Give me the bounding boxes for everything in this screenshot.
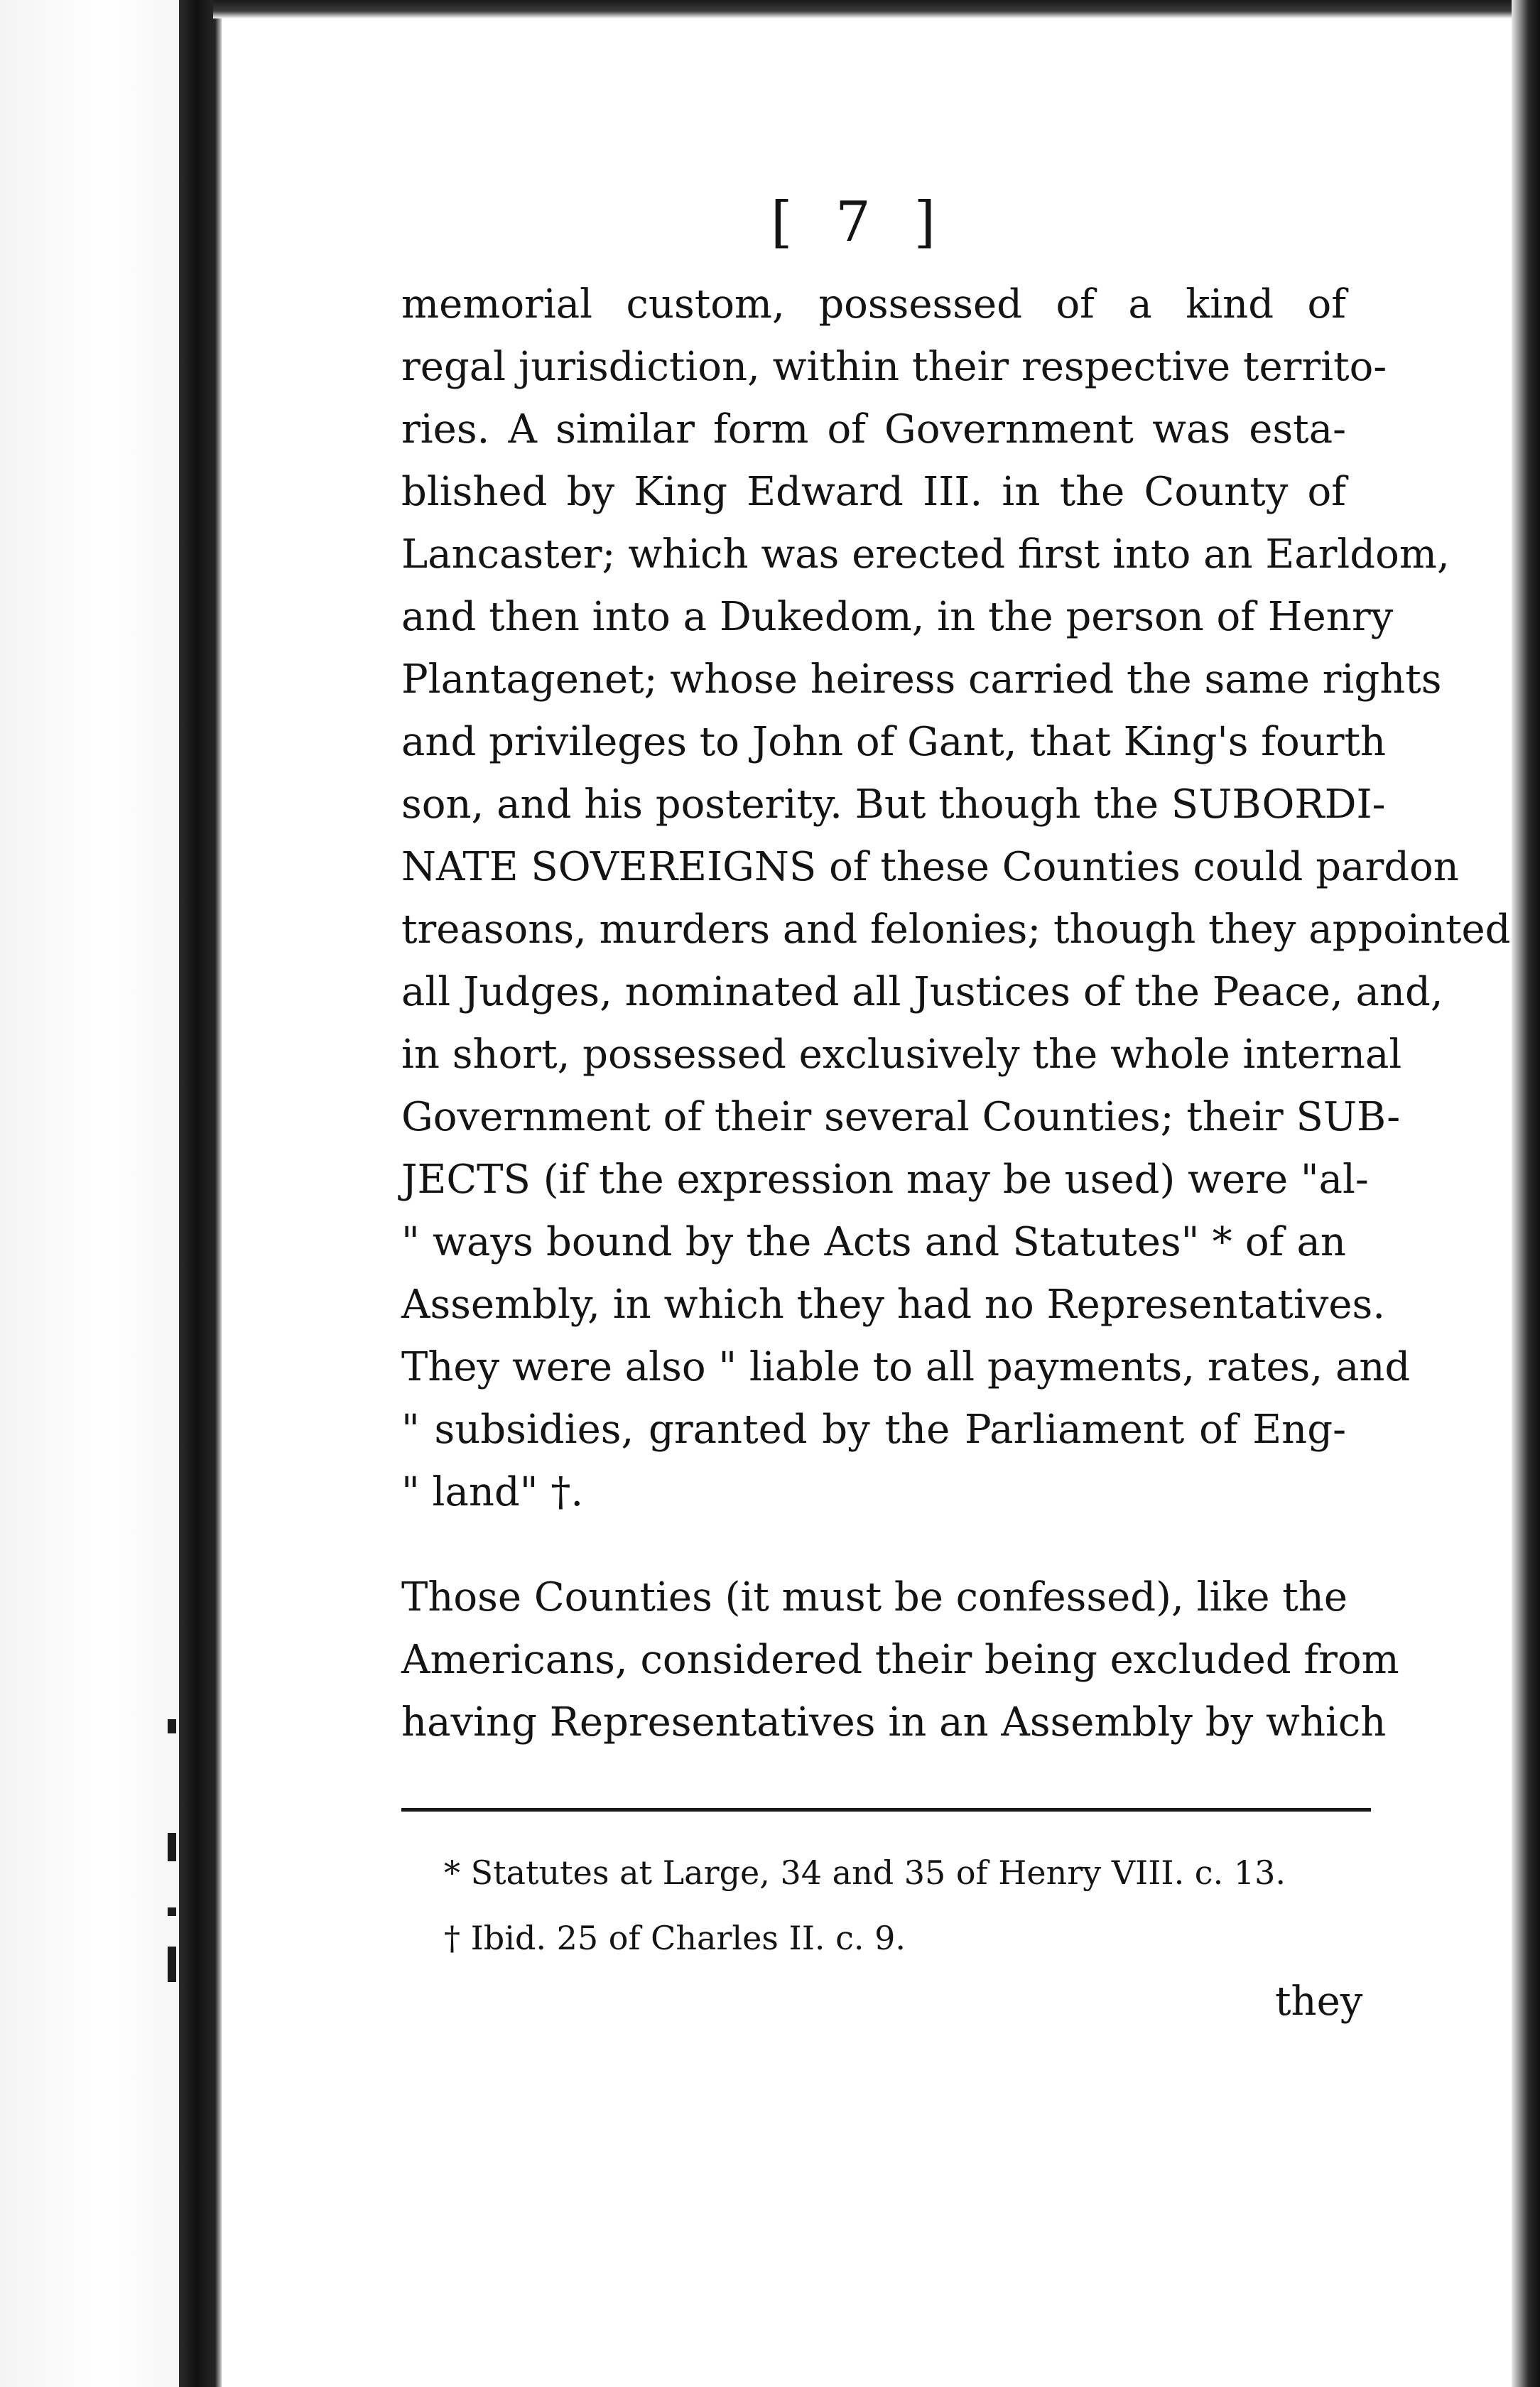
body-line: Plantagenet; whose heiress carried the same rights (401, 656, 1442, 703)
body-line: " subsidies, granted by the Parliament of Eng- (401, 1407, 1346, 1453)
body-line: NATE SOVEREIGNS of these Counties could pardon (401, 844, 1459, 890)
body-line: memorial custom, possessed of a kind of (401, 281, 1346, 328)
body-line: Lancaster; which was erected first into an Earldom, (401, 531, 1450, 578)
body-line: treasons, murders and felonies; though they appointed (401, 906, 1511, 953)
footnote: * Statutes at Large, 34 and 35 of Henry VIII. c. 13. (444, 1853, 1286, 1892)
body-line: Americans, considered their being excluded from (401, 1637, 1399, 1683)
body-line: having Representatives in an Assembly by which (401, 1699, 1387, 1745)
footnotes (444, 1840, 1339, 1971)
right-page-edge (1512, 0, 1540, 2387)
body-line: all Judges, nominated all Justices of the Peace, and, (401, 969, 1443, 1015)
body-text (401, 274, 1511, 1754)
body-line: in short, possessed exclusively the whole internal (401, 1032, 1402, 1078)
body-line: son, and his posterity. But though the SUBORDI- (401, 781, 1386, 828)
body-line: They were also " liable to all payments, rates, and (401, 1344, 1411, 1390)
body-line: Government of their several Counties; their SUB- (401, 1094, 1401, 1140)
catchword: they (1275, 1979, 1363, 2025)
page-number: [ 7 ] (770, 190, 949, 254)
body-line: " ways bound by the Acts and Statutes" * of an (401, 1219, 1346, 1265)
body-line: and then into a Dukedom, in the person of Henry (401, 594, 1394, 640)
body-line: blished by King Edward III. in the County of (401, 469, 1346, 515)
body-line: regal jurisdiction, within their respective territo- (401, 344, 1387, 390)
top-page-edge (213, 0, 1513, 18)
body-line: " land" †. (401, 1469, 584, 1515)
body-line: JECTS (if the expression may be used) were "al- (401, 1157, 1369, 1203)
body-line: Those Counties (it must be confessed), like the (401, 1574, 1348, 1620)
body-line: Assembly, in which they had no Representatives. (401, 1282, 1386, 1328)
footnote: † Ibid. 25 of Charles II. c. 9. (444, 1919, 906, 1957)
binding-gutter (179, 0, 222, 2387)
body-line: and privileges to John of Gant, that King's fourth (401, 719, 1387, 765)
second-paragraph (401, 1566, 1399, 1754)
footnote-rule (401, 1808, 1371, 1812)
body-line: ries. A similar form of Government was esta- (401, 406, 1346, 453)
facing-page-edge (0, 0, 179, 2387)
